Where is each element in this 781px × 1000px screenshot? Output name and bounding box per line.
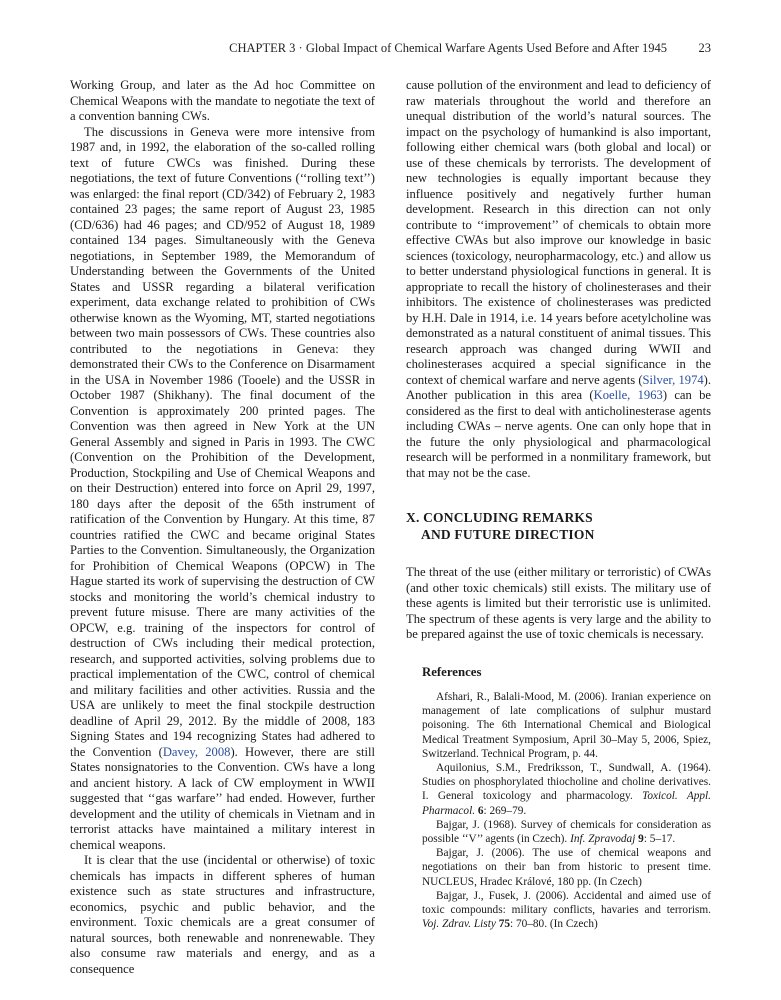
chapter-title: CHAPTER 3 · Global Impact of Chemical Warfare Agents Used Before and After 1945 bbox=[229, 41, 667, 55]
left-column bbox=[70, 78, 375, 977]
paragraph: The threat of the use (either military or terroristic) of CWAs (and other toxic chemicals) still exists. The military use of these agents is limited but their terroristic use is unlimited. The spectrum of these agents is very large and the ability to be prepared against the use of toxic chemicals is necessary. bbox=[406, 565, 711, 641]
references-heading: References bbox=[422, 664, 482, 679]
reference-item: Afshari, R., Balali-Mood, M. (2006). Iranian experience on management of late complications of sulphur mustard poisoning. The 6th International Chemical and Biological Medical Treatment Symposium, April 30–May 5, 2006, Spiez, Switzerland. Technical Program, p. 44. bbox=[422, 691, 711, 760]
reference-list bbox=[406, 690, 711, 931]
paragraph: cause pollution of the environment and lead to deficiency of raw materials throughout the world and therefore an unequal distribution of the world’s natural sources. The impact on the psychology of humankind is also important, following either chemical wars (both global and local) or use of these chemicals by terrorists. The development of new technologies is equally important because they influence positively and negatively further human development. Research in this direction can not only contribute to ‘‘improvement’’ of chemicals to obtain more effective CWAs but also improve our knowledge in basic sciences (toxicology, neuropharmacology, etc.) and allow us to better understand physiological functions in general. It is appropriate to recall the history of cholinesterases and their inhibitors. The existence of cholinesterases was predicted by H.H. Dale in 1914, i.e. 14 years before acetylcholine was demonstrated as a natural constituent of animal tissues. This research approach was changed during WWII and cholinesterases acquired a special significance in the context of chemical warfare and nerve agents (Silver, 1974). Another publication in this area (Koelle, 1963) can be considered as the first to deal with anticholinesterase agents including CWAs – nerve agents. One can only hope that in the future the only physiological and pharmacological research will be performed in a nonmilitary framework, but that may not be the case. bbox=[406, 78, 712, 480]
section-heading: X. CONCLUDING REMARKS AND FUTURE DIRECTION bbox=[406, 510, 595, 542]
reference-item: Bajgar, J. (2006). The use of chemical weapons and negotiations on their ban from historic to present time. NUCLEUS, Hradec Králové, 180 pp. (In Czech) bbox=[422, 847, 711, 888]
citation-link[interactable]: Koelle, 1963 bbox=[593, 388, 663, 402]
reference-item: Bajgar, J., Fusek, J. (2006). Accidental and aimed use of toxic compounds: military conflicts, havaries and terrorism. Voj. Zdrav. Listy 75: 70–80. (In Czech) bbox=[422, 889, 711, 931]
reference-item: Aquilonius, S.M., Fredriksson, T., Sundwall, A. (1964). Studies on phosphorylated thiocholine and choline derivatives. I. General toxicology and pharmacology. Toxicol. Appl. Pharmacol. 6: 269–79. bbox=[422, 762, 711, 817]
paragraph: The discussions in Geneva were more intensive from 1987 and, in 1992, the elaboration of the so-called rolling text of future CWCs was finished. During these negotiations, the text of future Conventions (‘‘rolling text’’) was enlarged: the final report (CD/342) of February 2, 1983 contained 23 pages; the same report of August 23, 1985 (CD/636) had 46 pages; and CD/952 of August 18, 1989 contained 134 pages. Simultaneously with the Geneva negotiations, in September 1989, the Memorandum of Understanding between the Governments of the United States and USSR regarding a bilateral verification experiment, data exchange related to prohibition of CWs otherwise known as the Wyoming, MT, started negotiations between two main possessors of CWs. These countries also contributed to the negotiations in Geneva: they demonstrated their CWs to the Conference on Disarmament in the USA in November 1986 (Tooele) and the USSR in October 1987 (Shikhany). The final document of the Convention is approximately 200 printed pages. The Convention was then agreed in New York at the UN General Assembly and signed in Paris in 1993. The CWC (Convention on the Prohibition of the Development, Production, Stockpiling and Use of Chemical Weapons and on their Destruction) entered into force on April 29, 1997, 180 days after the deposit of the 65th instrument of ratification of the Convention by Hungary. At this time, 87 countries ratified the CWC and became original States Parties to the Convention. Simultaneously, the Organization for Prohibition of Chemical Weapons (OPCW) in The Hague started its work of supervising the destruction of CW stocks and monitoring the world’s chemical industry to prevent future misuse. There are many activities of the OPCW, e.g. training of the inspectors for control of destruction of CWs including their medical protection, research, and supported activities, solving problems due to practical implementation of the CWC, control of chemical and military facilities and other activities. Russia and the USA are unlikely to meet the final stockpile destruction deadline of April 29, 2012. By the middle of 2008, 183 Signing States and 194 recognizing States had adhered to the Convention (Davey, 2008). However, there are still States nonsignatories to the Convention. CWs have a long and ancient history. A lack of CW employment in WWII suggested that ‘‘gas warfare’’ had ended. However, further development and the utility of chemicals in Vietnam and in terrorist attacks have maintained a military interest in chemical weapons. bbox=[70, 124, 375, 852]
paragraph: It is clear that the use (incidental or otherwise) of toxic chemicals has impacts in different spheres of human existence such as state structures and infrastructure, economics, psychic and public behavior, and the environment. Toxic chemicals are a great consumer of natural sources, both renewable and nonrenewable. They also consume raw materials and energy, and as a consequence bbox=[70, 853, 375, 976]
reference-item: Bajgar, J. (1968). Survey of chemicals for consideration as possible ‘‘V’’ agents (in Czech). Inf. Zpravodaj 9: 5–17. bbox=[422, 818, 711, 846]
page-number: 23 bbox=[698, 41, 711, 55]
right-column bbox=[406, 78, 711, 931]
paragraph: Working Group, and later as the Ad hoc Committee on Chemical Weapons with the mandate to negotiate the text of a convention banning CWs. bbox=[70, 78, 375, 123]
citation-link[interactable]: Davey, 2008 bbox=[162, 744, 231, 759]
citation-link[interactable]: Silver, 1974 bbox=[642, 372, 704, 387]
